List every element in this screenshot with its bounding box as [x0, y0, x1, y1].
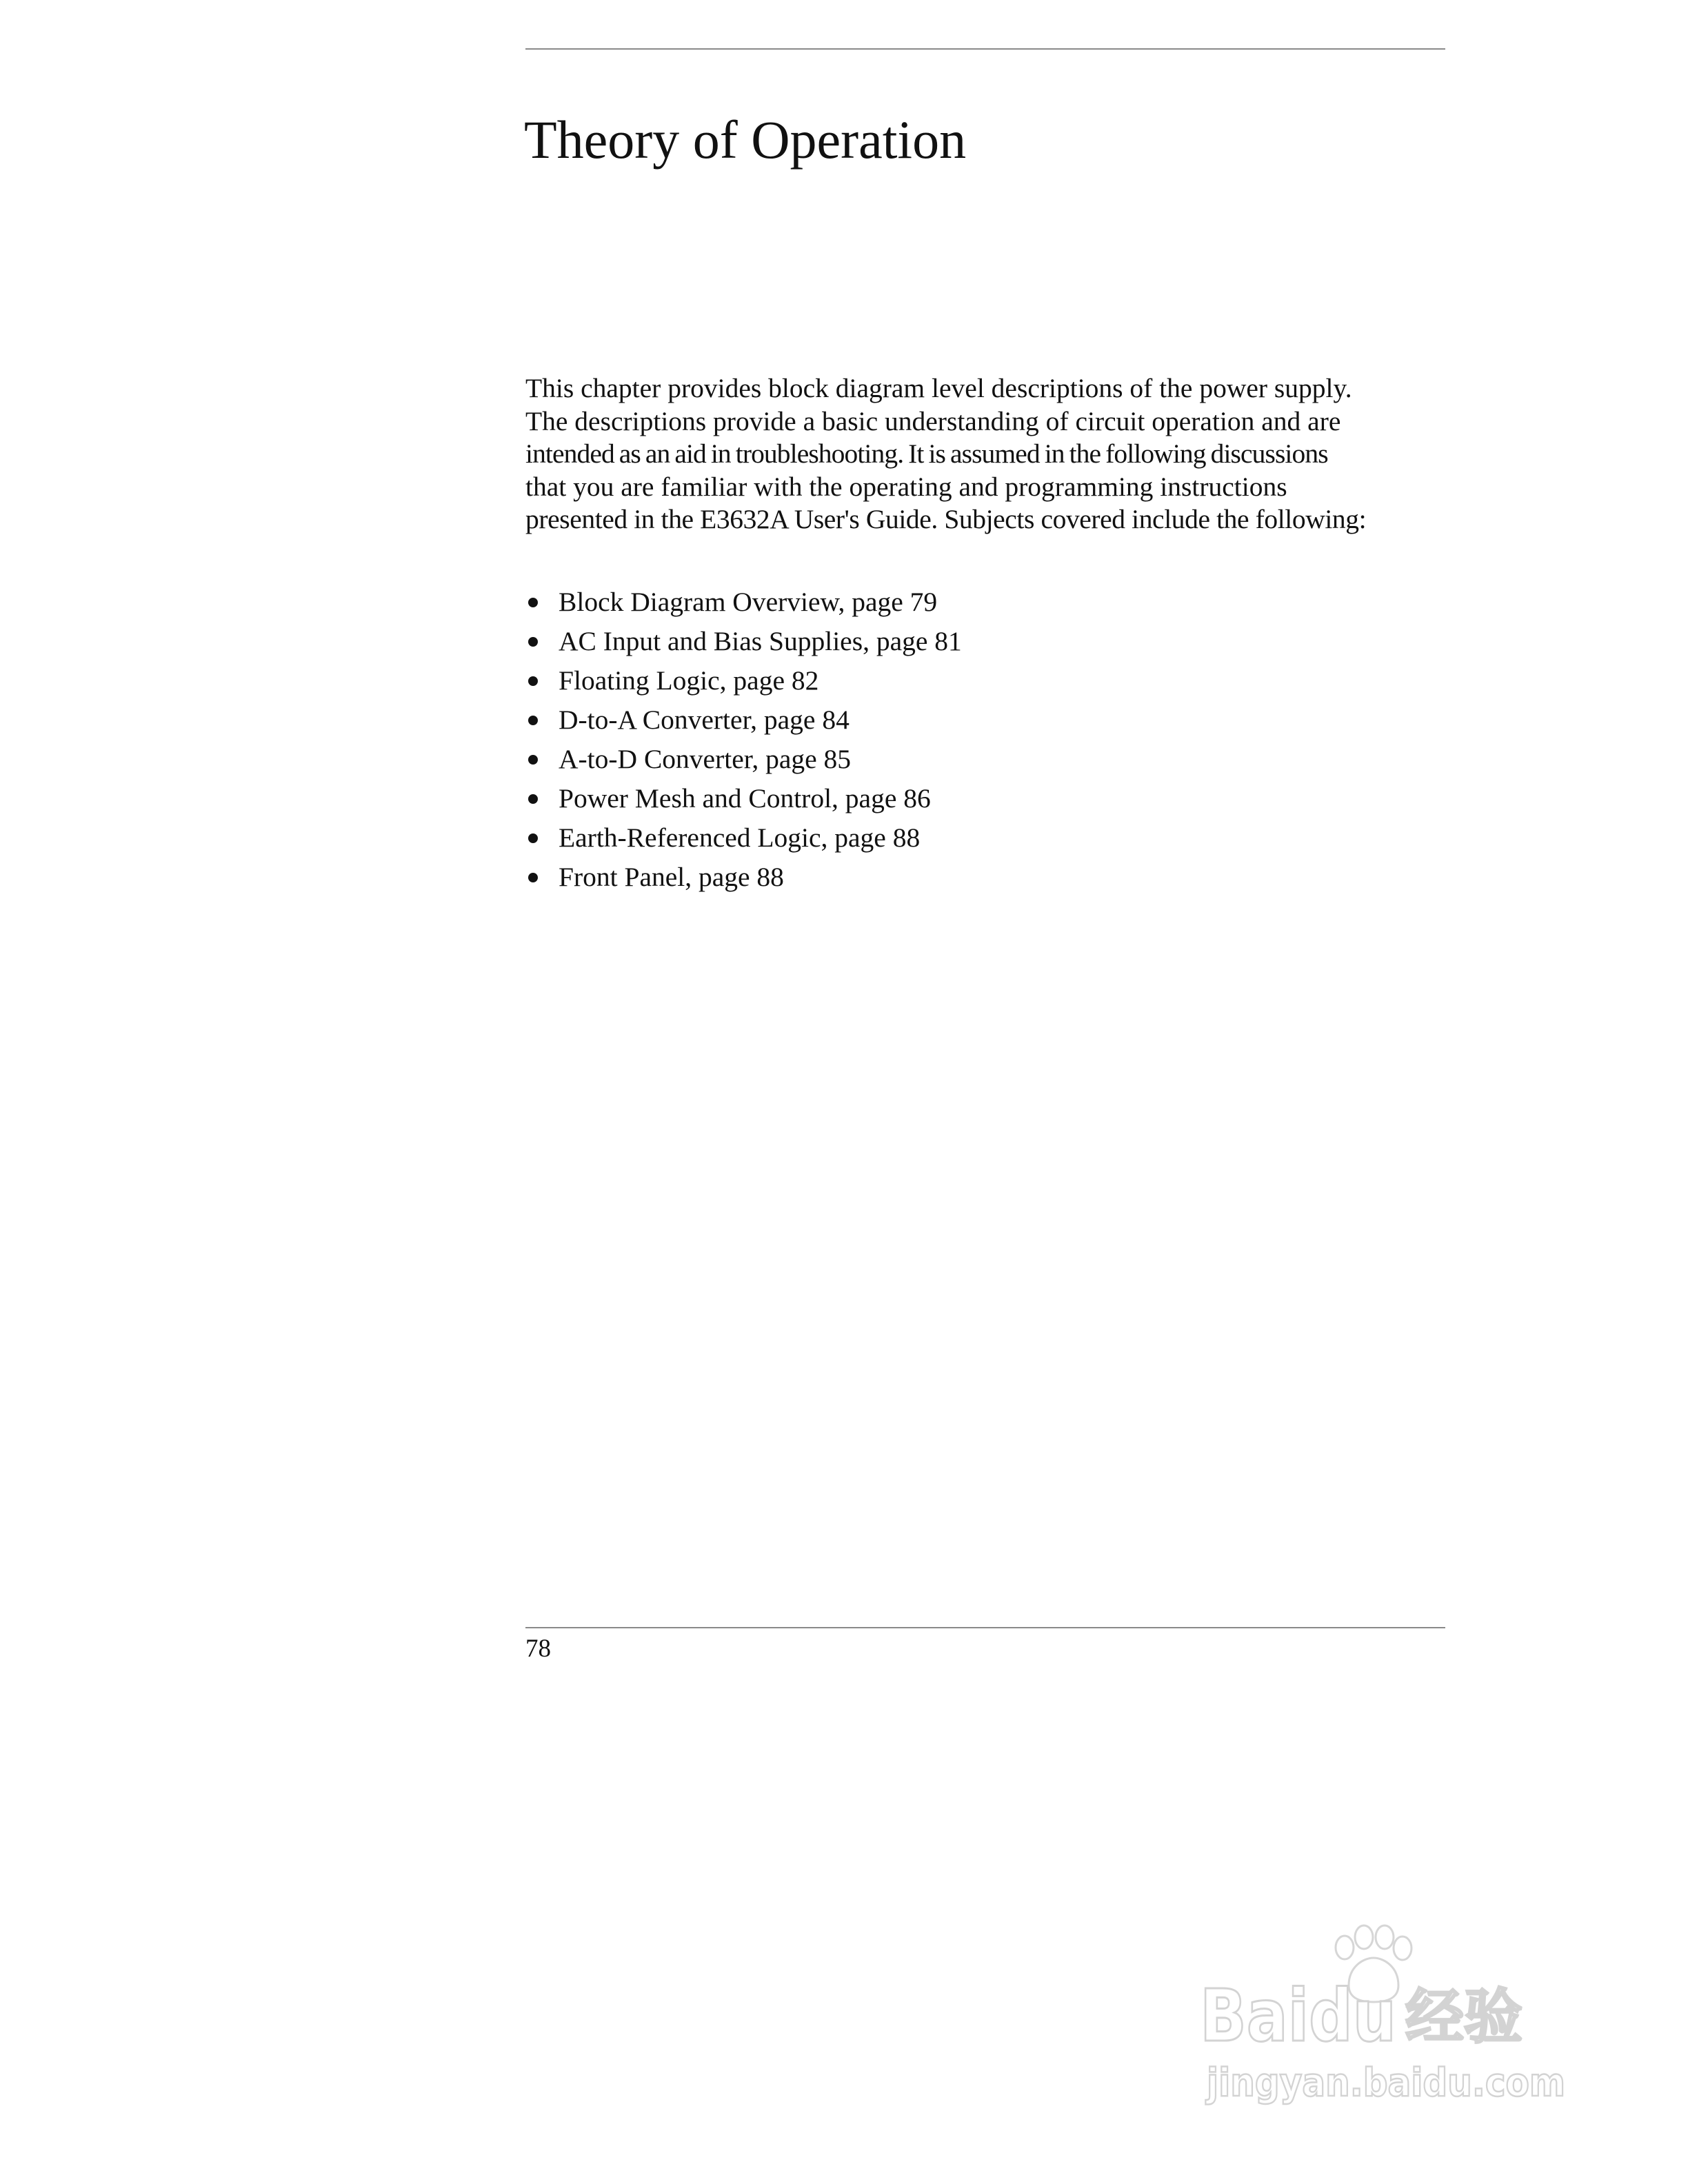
- topic-link[interactable]: AC Input and Bias Supplies, page 81: [559, 626, 962, 656]
- bullet-icon: [528, 598, 538, 607]
- intro-line: This chapter provides block diagram level descriptions of the power supply.: [525, 373, 1352, 403]
- bullet-icon: [528, 716, 538, 725]
- bullet-icon: [528, 833, 538, 843]
- page-number: 78: [525, 1635, 551, 1663]
- watermark-brand: Baidu: [1200, 1974, 1396, 2058]
- list-item[interactable]: [525, 818, 962, 858]
- bullet-icon: [528, 794, 538, 804]
- list-item[interactable]: [525, 583, 962, 622]
- intro-line: presented in the E3632A User's Guide. Subjects covered include the following:: [525, 504, 1367, 534]
- watermark-brand-cn: 经验: [1405, 1983, 1523, 2052]
- bottom-rule: [525, 1627, 1445, 1628]
- topic-link[interactable]: Earth-Referenced Logic, page 88: [559, 822, 921, 853]
- intro-line: that you are familiar with the operating and programming instructions: [525, 471, 1287, 502]
- list-item[interactable]: [525, 622, 962, 661]
- watermark-url: jingyan.baidu.com: [1205, 2061, 1565, 2105]
- bullet-icon: [528, 676, 538, 686]
- topic-link[interactable]: Front Panel, page 88: [559, 862, 784, 892]
- list-item[interactable]: [525, 779, 962, 818]
- bullet-icon: [528, 873, 538, 882]
- intro-line: intended as an aid in troubleshooting. It is assumed in the following discussions: [525, 438, 1328, 469]
- topic-list: [525, 583, 962, 897]
- baidu-watermark: [1186, 1910, 1600, 2116]
- topic-link[interactable]: Power Mesh and Control, page 86: [559, 783, 931, 813]
- intro-paragraph: [525, 372, 1445, 536]
- bullet-icon: [528, 637, 538, 647]
- list-item[interactable]: [525, 740, 962, 779]
- intro-line: The descriptions provide a basic understanding of circuit operation and are: [525, 405, 1341, 436]
- topic-link[interactable]: Floating Logic, page 82: [559, 665, 819, 696]
- bullet-icon: [528, 755, 538, 765]
- topic-link[interactable]: Block Diagram Overview, page 79: [559, 587, 938, 617]
- list-item[interactable]: [525, 858, 962, 897]
- topic-link[interactable]: A-to-D Converter, page 85: [559, 744, 852, 774]
- page-title: Theory of Operation: [524, 110, 967, 170]
- list-item[interactable]: [525, 661, 962, 700]
- list-item[interactable]: [525, 700, 962, 740]
- topic-link[interactable]: D-to-A Converter, page 84: [559, 705, 850, 735]
- top-rule: [525, 48, 1445, 50]
